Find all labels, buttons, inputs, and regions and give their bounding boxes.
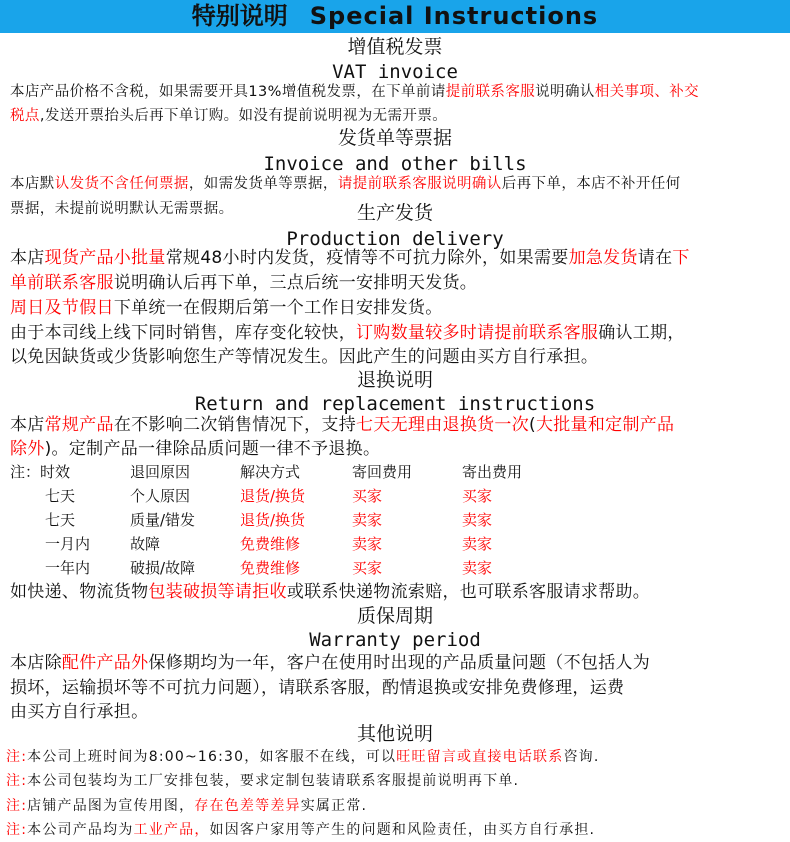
table-cell: 一月内: [45, 535, 91, 553]
paragraph-line: [10, 651, 650, 675]
text-segment: 请在: [637, 248, 673, 268]
section-heading: [0, 35, 790, 59]
text-segment: 本店除: [10, 653, 62, 673]
highlighted-text: 注:: [6, 822, 28, 838]
text-segment: 发货单等票据: [337, 127, 452, 149]
highlighted-text: 工业产品，: [133, 822, 210, 838]
table-cell: 七天: [45, 511, 76, 529]
table-cell: 质量/错发: [130, 511, 196, 529]
table-row: [0, 484, 790, 508]
text-segment: 本公司产品均为: [27, 822, 134, 838]
text-segment: 本公司包装均为工厂安排包装，要求定制包装请联系客服提前说明再下单.: [27, 773, 520, 789]
highlighted-text: 单前联系客服: [10, 273, 114, 293]
note-line: [6, 745, 600, 769]
text-segment: 保修期均为一年，客户在使用时出现的产品质量问题（不包括人为: [148, 653, 651, 673]
paragraph-line: [10, 172, 681, 196]
highlighted-text: 存在色差等差异: [194, 798, 301, 814]
table-cell: 故障: [130, 535, 161, 553]
text-segment: Invoice and other bills: [263, 153, 527, 175]
text-segment: 由于本司线上线下同时销售，库存变化较快，: [10, 323, 356, 343]
table-header-row: [0, 460, 790, 484]
paragraph-line: [10, 413, 674, 437]
table-cell: 破损/故障: [130, 559, 196, 577]
highlighted-text: 加急发货: [568, 248, 638, 268]
table-cell: 卖家: [462, 559, 493, 577]
paragraph-line: [10, 296, 443, 320]
section-heading-en: [0, 628, 790, 652]
note-line: [6, 769, 519, 793]
table-row: [0, 556, 790, 580]
text-segment: 由买方自行承担。: [10, 702, 149, 722]
text-segment: 增值税发票: [347, 36, 443, 58]
table-cell: 个人原因: [130, 487, 191, 505]
text-segment: 实属正常.: [300, 798, 368, 814]
table-row: [0, 532, 790, 556]
text-segment: 生产发货: [356, 202, 433, 224]
text-segment: )。定制产品一律除品质问题一律不予退换。: [44, 439, 381, 459]
text-segment: Warranty period: [309, 629, 481, 651]
paragraph-line: [10, 80, 699, 104]
text-segment: 本店默: [10, 176, 55, 192]
text-segment: 本店: [10, 248, 45, 268]
highlighted-text: 注:: [6, 798, 28, 814]
text-segment: Return and replacement instructions: [194, 393, 596, 415]
highlighted-text: 周日及节假日: [10, 298, 114, 318]
text-segment: ，如需发货单等票据，: [188, 176, 338, 192]
text-segment: 咨询.: [563, 749, 600, 765]
table-header-cell: 寄出费用: [462, 463, 523, 481]
text-segment: 本店产品价格不含税，如果需要开具13%增值税发票，在下单前请: [10, 84, 446, 100]
paragraph-line: [10, 321, 685, 345]
text-segment: VAT invoice: [332, 61, 458, 83]
text-segment: Production delivery: [286, 228, 504, 250]
section-heading: [0, 201, 790, 225]
text-segment: 其他说明: [356, 723, 433, 745]
table-header-cell: 注：时效: [10, 463, 71, 481]
table-cell: 卖家: [462, 535, 493, 553]
text-segment: 本店: [10, 415, 45, 435]
text-segment: 票据，未提前说明默认无需票据。: [10, 201, 234, 217]
highlighted-text: 订购数量较多时请提前联系客服: [356, 323, 599, 343]
highlighted-text: 七天无理由退换货一次: [356, 415, 530, 435]
text-segment: 损坏，运输损坏等不可抗力问题），请联系客服，酌情退换或安排免费修理，运费: [10, 678, 625, 698]
paragraph-line: [10, 345, 598, 369]
table-cell: 免费维修: [240, 559, 301, 577]
table-cell: 一年内: [45, 559, 91, 577]
text-segment: 如因客户家用等产生的问题和风险责任，由买方自行承担.: [209, 822, 596, 838]
text-segment: ,发送开票抬头后再下单订购。如没有提前说明视为无需开票。: [39, 108, 448, 124]
text-segment: 本公司上班时间为8:00~16:30，如客服不在线，可以: [27, 749, 397, 765]
text-segment: 在不影响二次销售情况下，支持: [113, 415, 357, 435]
section-heading: [0, 126, 790, 150]
paragraph-line: [10, 580, 650, 604]
section-heading: [0, 368, 790, 392]
table-header-cell: 退回原因: [130, 463, 191, 481]
highlighted-text: 请提前联系客服说明确认: [337, 176, 502, 192]
table-row: [0, 508, 790, 532]
highlighted-text: 常规产品: [44, 415, 114, 435]
table-cell: 买家: [352, 487, 383, 505]
paragraph-line: [10, 246, 690, 270]
text-segment: 质保周期: [356, 605, 433, 627]
paragraph-line: [10, 271, 477, 295]
note-line: [6, 818, 595, 842]
table-cell: 退货/换货: [240, 511, 306, 529]
paragraph-line: [10, 700, 148, 724]
text-segment: 常规48小时内发货，疫情等不可抗力除外，如果需要: [165, 248, 569, 268]
table-cell: 七天: [45, 487, 76, 505]
text-segment: 或联系快递物流索赔，也可联系客服请求帮助。: [286, 582, 651, 602]
highlighted-text: 注:: [6, 749, 28, 765]
highlighted-text: 认发货不含任何票据: [54, 176, 189, 192]
text-segment: 如快递、物流货物: [10, 582, 149, 602]
text-segment: 说明确认后再下单，三点后统一安排明天发货。: [113, 273, 478, 293]
highlighted-text: 提前联系客服: [445, 84, 536, 100]
table-cell: 退货/换货: [240, 487, 306, 505]
highlighted-text: 除外: [10, 439, 45, 459]
highlighted-text: 大批量和定制产品: [535, 415, 675, 435]
text-segment: 说明确认: [535, 84, 595, 100]
special-instructions-banner: [0, 0, 790, 33]
text-segment: 后再下单，本店不补开任何: [501, 176, 681, 192]
highlighted-text: 配件产品外: [61, 653, 149, 673]
table-cell: 免费维修: [240, 535, 301, 553]
table-header-cell: 寄回费用: [352, 463, 413, 481]
paragraph-line: [10, 676, 624, 700]
text-segment: 下单统一在假期后第一个工作日安排发货。: [113, 298, 443, 318]
table-cell: 买家: [352, 559, 383, 577]
highlighted-text: 下: [672, 248, 690, 268]
highlighted-text: 注:: [6, 773, 28, 789]
table-header-cell: 解决方式: [240, 463, 301, 481]
text-segment: 确认工期，: [598, 323, 685, 343]
highlighted-text: 旺旺留言或直接电话联系: [396, 749, 564, 765]
highlighted-text: 包装破损等请拒收: [148, 582, 287, 602]
text-segment: 退换说明: [356, 369, 433, 391]
section-heading: [0, 722, 790, 746]
highlighted-text: 现货产品小批量: [44, 248, 166, 268]
text-segment: (: [529, 415, 536, 435]
text-segment: 店铺产品图为宣传用图，: [27, 798, 195, 814]
highlighted-text: 相关事项、补交: [594, 84, 700, 100]
paragraph-line: [10, 437, 380, 461]
section-heading: [0, 604, 790, 628]
table-cell: 买家: [462, 487, 493, 505]
note-line: [6, 794, 367, 818]
highlighted-text: 税点: [10, 108, 40, 124]
banner-title-en: Special Instructions: [309, 2, 599, 30]
text-segment: 以免因缺货或少货影响您生产等情况发生。因此产生的问题由买方自行承担。: [10, 347, 599, 367]
table-cell: 卖家: [352, 535, 383, 553]
paragraph-line: [10, 104, 447, 128]
table-cell: 卖家: [462, 511, 493, 529]
banner-title-cn: 特别说明: [191, 2, 288, 30]
table-cell: 卖家: [352, 511, 383, 529]
